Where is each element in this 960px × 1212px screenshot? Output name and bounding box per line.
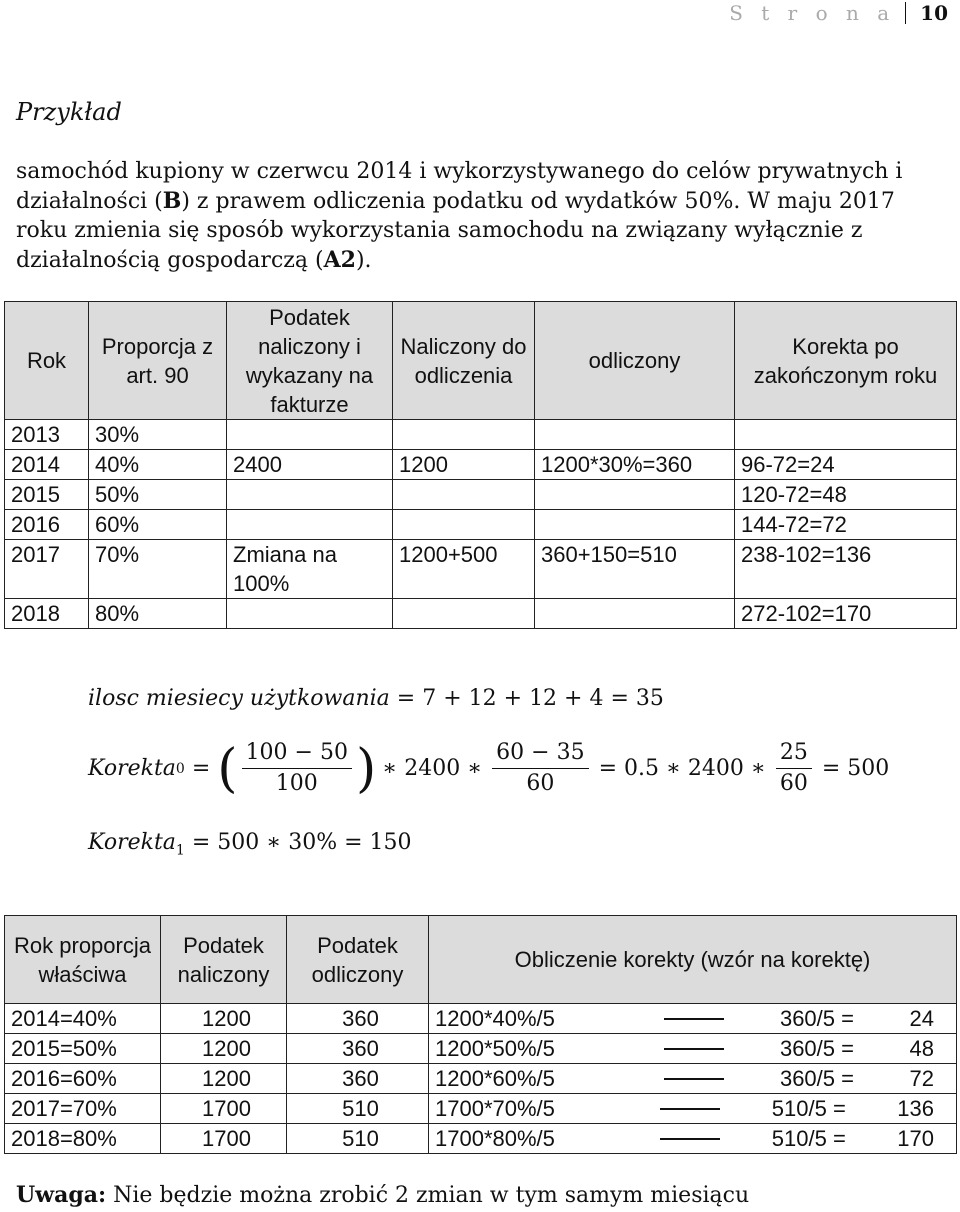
table-cell: 120-72=48: [735, 480, 957, 510]
note-label: Uwaga:: [16, 1182, 107, 1208]
table-cell: [393, 510, 535, 540]
table-cell: 2018: [5, 599, 89, 629]
table-cell: 40%: [89, 450, 227, 480]
table-row: [5, 420, 957, 450]
table-cell: 2015=50%: [5, 1034, 161, 1064]
calc-result: 170: [897, 1125, 934, 1151]
intro-bold-2: A2: [323, 246, 356, 273]
table-row: [5, 1124, 957, 1154]
table-cell: 30%: [89, 420, 227, 450]
table2-header-cell: Obliczenie korekty (wzór na korektę): [429, 916, 957, 1004]
table-cell: 60%: [89, 510, 227, 540]
calc-result: 48: [909, 1035, 934, 1061]
fraction-2: [492, 738, 588, 799]
table-cell: [429, 1064, 957, 1094]
table-cell: 1200: [161, 1064, 287, 1094]
table-row: [5, 1004, 957, 1034]
formula-korekta-1: [88, 830, 412, 858]
table-cell: [227, 420, 393, 450]
table-cell: 2014=40%: [5, 1004, 161, 1034]
calc-expression: 1200*60%/5: [435, 1065, 555, 1091]
formula-k1-sub: 1: [175, 842, 185, 859]
calc-expression: 1200*40%/5: [435, 1005, 555, 1031]
table-cell: 1200: [161, 1034, 287, 1064]
calc-result: 72: [909, 1065, 934, 1091]
intro-text-2: ) z prawem odliczenia podatku od wydatków 50%. W maju 2017 roku zmienia się sposób wykorzystania samochodu na związany wyłącznie z działalnością gospodarczą (: [16, 188, 895, 273]
table-cell: 1700: [161, 1094, 287, 1124]
table-cell: 2017: [5, 540, 89, 599]
fraction-3: [776, 738, 812, 799]
example-title: Przykład: [16, 98, 122, 126]
table-cell: 360: [287, 1034, 429, 1064]
formula-k0-name: Korekta: [88, 756, 176, 781]
dash-separator: [664, 1048, 724, 1050]
table-cell: 50%: [89, 480, 227, 510]
note: [16, 1182, 749, 1208]
table-cell: 1700: [161, 1124, 287, 1154]
table1-header-cell: odliczony: [535, 302, 735, 420]
table-cell: [535, 420, 735, 450]
table-cell: [429, 1034, 957, 1064]
table-cell: 144-72=72: [735, 510, 957, 540]
table-cell: 2018=80%: [5, 1124, 161, 1154]
fraction-2-numerator: 60 − 35: [492, 738, 588, 769]
formula-k0-sub: 0: [175, 760, 185, 777]
table-cell: 1200*30%=360: [535, 450, 735, 480]
table-cell: 510: [287, 1094, 429, 1124]
dash-separator: [660, 1138, 720, 1140]
table-cell: 70%: [89, 540, 227, 599]
table-cell: 2016=60%: [5, 1064, 161, 1094]
correction-table-2: [4, 915, 957, 1154]
table-cell: [227, 480, 393, 510]
table-cell: 238-102=136: [735, 540, 957, 599]
table2-header-cell: Podatek odliczony: [287, 916, 429, 1004]
formula-k0-mid2: = 0.5 ∗ 2400 ∗: [598, 756, 766, 781]
fraction-1-denominator: 100: [275, 771, 318, 796]
table-row: [5, 480, 957, 510]
table-row: [5, 540, 957, 599]
table-cell: [535, 480, 735, 510]
dash-separator: [660, 1108, 720, 1110]
table-cell: 2014: [5, 450, 89, 480]
intro-bold-1: B: [162, 187, 182, 214]
table-row: [5, 1064, 957, 1094]
formula-months-lhs: ilosc miesiecy użytkowania: [88, 686, 390, 711]
table-cell: [535, 510, 735, 540]
table-row: [5, 450, 957, 480]
calc-result: 24: [909, 1005, 934, 1031]
fraction-3-denominator: 60: [779, 771, 808, 796]
table-row: [5, 1034, 957, 1064]
table1-header-cell: Korekta po zakończonym roku: [735, 302, 957, 420]
table-cell: 360+150=510: [535, 540, 735, 599]
fraction-1-numerator: 100 − 50: [242, 738, 352, 769]
table-cell: 80%: [89, 599, 227, 629]
calc-result: 136: [897, 1095, 934, 1121]
table-cell: [227, 510, 393, 540]
table-cell: [393, 420, 535, 450]
fraction-3-numerator: 25: [776, 738, 812, 769]
table-cell: [429, 1004, 957, 1034]
formula-korekta-0: [88, 738, 889, 799]
formula-k0-mid: ∗ 2400 ∗: [382, 756, 483, 781]
formula-k0-eq: =: [184, 756, 218, 781]
table-cell: 2015: [5, 480, 89, 510]
table-cell: 1200: [393, 450, 535, 480]
intro-text-1: samochód kupiony w czerwcu 2014 i wykorzystywanego do celów prywatnych i działalności (: [16, 159, 903, 214]
calc-expression: 1200*50%/5: [435, 1035, 555, 1061]
table-cell: 2013: [5, 420, 89, 450]
formula-k1-rhs: = 500 ∗ 30% = 150: [184, 830, 412, 855]
dash-separator: [664, 1018, 724, 1020]
table1-header-row: [5, 302, 957, 420]
page-header-label: S t r o n a: [729, 1, 896, 25]
intro-text-3: ).: [355, 247, 372, 273]
table-cell: [535, 599, 735, 629]
note-text: Nie będzie można zrobić 2 zmian w tym samym miesiącu: [106, 1183, 750, 1208]
table-cell: 360: [287, 1064, 429, 1094]
page-number: 10: [905, 2, 960, 24]
table-cell: 2400: [227, 450, 393, 480]
table-cell: [735, 420, 957, 450]
right-paren: ): [355, 738, 377, 799]
formula-months-rhs: = 7 + 12 + 12 + 4 = 35: [389, 686, 664, 711]
calc-expression: 1700*80%/5: [435, 1125, 555, 1151]
intro-paragraph: [16, 157, 936, 275]
dash-separator: [664, 1078, 724, 1080]
table-row: [5, 510, 957, 540]
calc-division: 360/5 =: [779, 1005, 854, 1031]
table-cell: 510: [287, 1124, 429, 1154]
table2-header-row: [5, 916, 957, 1004]
table-row: [5, 599, 957, 629]
table-cell: 272-102=170: [735, 599, 957, 629]
table1-header-cell: Rok: [5, 302, 89, 420]
calc-division: 360/5 =: [779, 1065, 854, 1091]
table-row: [5, 1094, 957, 1124]
table-cell: [429, 1094, 957, 1124]
table-cell: 360: [287, 1004, 429, 1034]
table1-header-cell: Proporcja z art. 90: [89, 302, 227, 420]
table2-header-cell: Rok proporcja właściwa: [5, 916, 161, 1004]
table-cell: [393, 599, 535, 629]
page-header: [729, 0, 960, 26]
table1-header-cell: Podatek naliczony i wykazany na fakturze: [227, 302, 393, 420]
calc-division: 360/5 =: [779, 1035, 854, 1061]
table-cell: 2016: [5, 510, 89, 540]
formula-k1-name: Korekta: [88, 830, 176, 855]
calc-expression: 1700*70%/5: [435, 1095, 555, 1121]
table-cell: [227, 599, 393, 629]
table-cell: 1200+500: [393, 540, 535, 599]
table-cell: [393, 480, 535, 510]
table2-header-cell: Podatek naliczony: [161, 916, 287, 1004]
table-cell: 2017=70%: [5, 1094, 161, 1124]
table-cell: 1200: [161, 1004, 287, 1034]
calc-division: 510/5 =: [771, 1095, 846, 1121]
table-cell: [429, 1124, 957, 1154]
table1-header-cell: Naliczony do odliczenia: [393, 302, 535, 420]
calc-division: 510/5 =: [771, 1125, 846, 1151]
table-cell: Zmiana na 100%: [227, 540, 393, 599]
formula-months: [88, 686, 664, 711]
formula-k0-end: = 500: [821, 756, 890, 781]
fraction-2-denominator: 60: [526, 771, 555, 796]
left-paren: (: [217, 738, 238, 799]
fraction-1: [242, 738, 352, 799]
correction-table-1: [4, 301, 957, 629]
table-cell: 96-72=24: [735, 450, 957, 480]
